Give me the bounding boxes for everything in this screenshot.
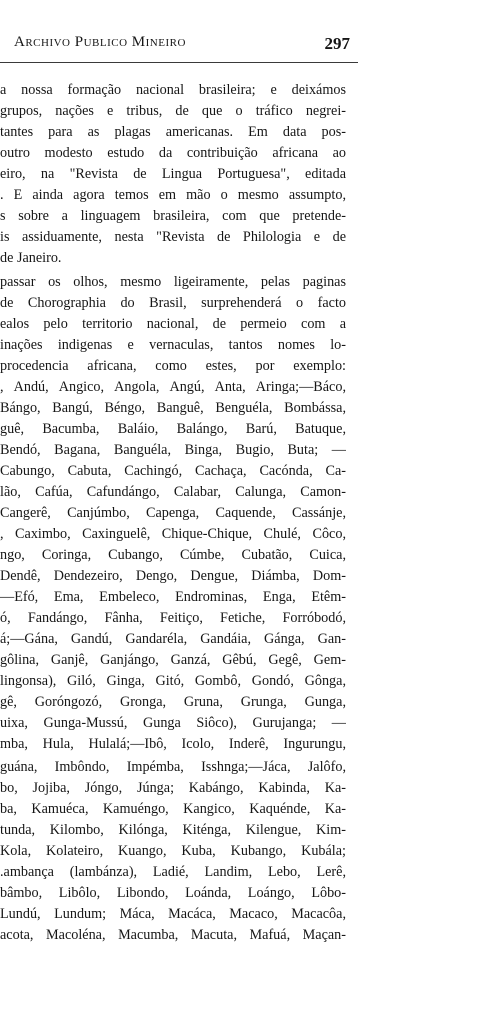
text-line: gê, Goróngozó, Gronga, Gruna, Grunga, Gunga,: [0, 694, 346, 710]
text-line: eiro, na "Revista de Lingua Portuguesa", editada: [0, 166, 346, 182]
text-line: inações indigenas e vernaculas, tantos nomes lo-: [0, 337, 346, 353]
running-header-title: Archivo Publico Mineiro: [14, 34, 186, 50]
text-line: ó, Fandángo, Fânha, Feitiço, Fetiche, Forróbodó,: [0, 610, 346, 626]
text-line: tunda, Kilombo, Kilónga, Kiténga, Kilengue, Kim-: [0, 822, 346, 838]
text-line: gôlina, Ganjê, Ganjángo, Ganzá, Gêbú, Gegê, Gem-: [0, 652, 346, 668]
text-line: , Caximbo, Caxinguelê, Chique-Chique, Chulé, Côco,: [0, 526, 346, 542]
text-line: outro modesto estudo da contribuição africana ao: [0, 145, 346, 161]
text-line: lão, Cafúa, Cafundángo, Calabar, Calunga, Camon-: [0, 484, 346, 500]
text-line: procedencia africana, como estes, por exemplo:: [0, 358, 346, 374]
text-line: lingonsa), Giló, Ginga, Gitó, Gombô, Gondó, Gônga,: [0, 673, 346, 689]
text-line: ngo, Coringa, Cubango, Cúmbe, Cubatão, Cuica,: [0, 547, 346, 563]
text-line: Bángo, Bangú, Béngo, Banguê, Benguéla, Bombássa,: [0, 400, 346, 416]
text-line: Cangerê, Canjúmbo, Capenga, Caquende, Cassánje,: [0, 505, 346, 521]
text-line: acota, Macoléna, Macumba, Macuta, Mafuá, Maçan-: [0, 927, 346, 943]
text-line: passar os olhos, mesmo ligeiramente, pelas paginas: [0, 274, 346, 290]
text-line: Cabungo, Cabuta, Cachingó, Cachaça, Cacónda, Ca-: [0, 463, 346, 479]
page-number: 297: [324, 34, 350, 53]
text-line: uixa, Gunga-Mussú, Gunga Siôco), Gurujanga; —: [0, 715, 346, 731]
text-line: Lundú, Lundum; Máca, Macáca, Macaco, Macacôa,: [0, 906, 346, 922]
text-line: s sobre a linguagem brasileira, com que pretende-: [0, 208, 346, 224]
text-line: guê, Bacumba, Baláio, Balángo, Barú, Batuque,: [0, 421, 346, 437]
text-line: ealos pelo territorio nacional, de permeio com a: [0, 316, 346, 332]
text-line: .ambança (lambánza), Ladié, Landim, Lebo, Lerê,: [0, 864, 346, 880]
text-line: Dendê, Dendezeiro, Dengo, Dengue, Diámba, Dom-: [0, 568, 346, 584]
text-line: guána, Imbôndo, Impémba, Isshnga;—Jáca, Jalôfo,: [0, 759, 346, 775]
text-line: ba, Kamuéca, Kamuéngo, Kangico, Kaquénde, Ka-: [0, 801, 346, 817]
page-header: [0, 0, 502, 70]
header-rule: [0, 62, 358, 63]
text-line: —Efó, Ema, Embeleco, Endrominas, Enga, Etêm-: [0, 589, 346, 605]
text-line: grupos, nações e tribus, de que o tráfico negrei-: [0, 103, 346, 119]
text-line: . E ainda agora temos em mão o mesmo assumpto,: [0, 187, 346, 203]
text-line: Kola, Kolateiro, Kuango, Kuba, Kubango, Kubála;: [0, 843, 346, 859]
text-line: mba, Hula, Hulalá;—Ibô, Icolo, Inderê, Ingurungu,: [0, 736, 346, 752]
text-line: á;—Gána, Gandú, Gandaréla, Gandáia, Gánga, Gan-: [0, 631, 346, 647]
text-line: Bendó, Bagana, Banguéla, Binga, Bugio, Buta; —: [0, 442, 346, 458]
text-line: bo, Jojiba, Jóngo, Júnga; Kabángo, Kabinda, Ka-: [0, 780, 346, 796]
text-line: bâmbo, Libôlo, Libondo, Loánda, Loángo, Lôbo-: [0, 885, 346, 901]
text-line: a nossa formação nacional brasileira; e deixámos: [0, 82, 346, 98]
text-line: , Andú, Angico, Angola, Angú, Anta, Aringa;—Báco,: [0, 379, 346, 395]
text-line: de Chorographia do Brasil, surprehenderá o facto: [0, 295, 346, 311]
text-line: de Janeiro.: [0, 250, 62, 266]
text-line: is assiduamente, nesta "Revista de Philologia e de: [0, 229, 346, 245]
text-line: tantes para as plagas americanas. Em data pos-: [0, 124, 346, 140]
